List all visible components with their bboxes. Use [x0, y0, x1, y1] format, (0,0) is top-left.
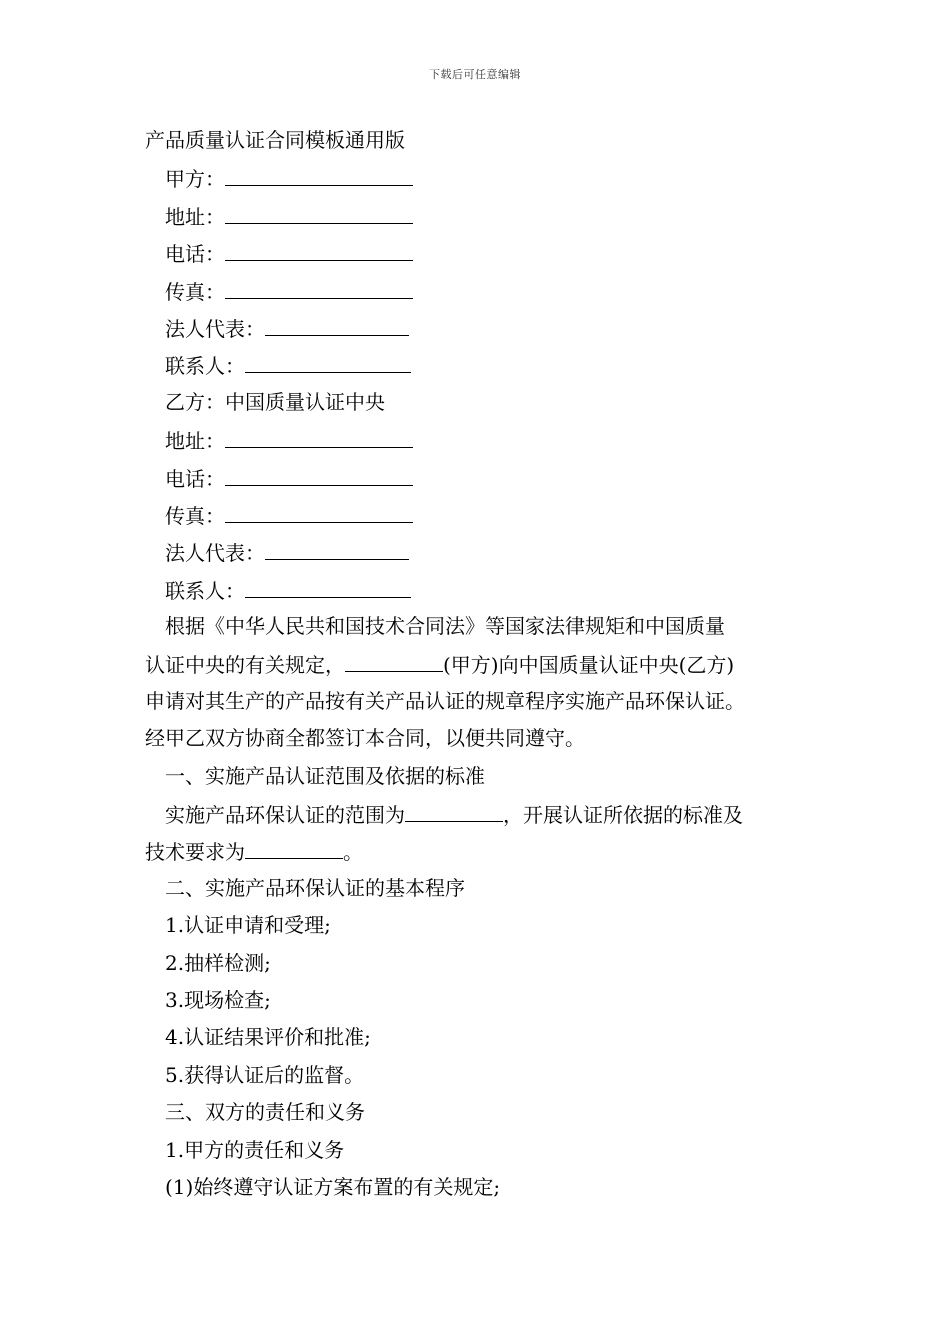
- list-item: 2.抽样检测;: [165, 950, 271, 975]
- party-a-legal-rep-row: [145, 309, 825, 346]
- party-a-contact-blank: [245, 346, 411, 373]
- party-a-address-label: 地址：: [165, 204, 225, 229]
- section-3-subheading: 1.甲方的责任和义务: [165, 1137, 345, 1162]
- party-b-legal-rep-blank: [265, 533, 409, 560]
- party-a-legal-rep-label: 法人代表：: [165, 316, 265, 341]
- party-a-name-label: 甲方：: [165, 167, 225, 192]
- party-b-contact-blank: [245, 571, 411, 598]
- section-1-line-2b: 。: [343, 840, 363, 865]
- intro-line-2b: (甲方)向中国质量认证中央(乙方): [443, 653, 735, 678]
- section-1-line-1: [145, 795, 825, 832]
- party-a-fax-label: 传真：: [165, 279, 225, 304]
- party-a-fax-blank: [225, 272, 413, 299]
- section-1-line-2a: 技术要求为: [145, 840, 245, 865]
- party-a-address-blank: [225, 197, 413, 224]
- intro-line-2a: 认证中央的有关规定，: [145, 653, 345, 678]
- party-a-phone-row: [145, 234, 825, 271]
- list-item: 5.获得认证后的监督。: [165, 1062, 365, 1087]
- scope-blank: [405, 795, 503, 822]
- intro-party-a-blank: [345, 645, 443, 672]
- party-b-name-row: 乙方：中国质量认证中央: [165, 389, 385, 414]
- intro-line-4: 经甲乙双方协商全都签订本合同，以便共同遵守。: [145, 726, 585, 751]
- party-b-fax-label: 传真：: [165, 503, 225, 528]
- party-b-address-row: [145, 421, 825, 458]
- section-1-line-1b: ，开展认证所依据的标准及: [503, 803, 743, 828]
- intro-line-1: 根据《中华人民共和国技术合同法》等国家法律规矩和中国质量: [165, 614, 725, 639]
- party-a-contact-row: [145, 346, 825, 383]
- section-2-heading: 二、实施产品环保认证的基本程序: [165, 875, 465, 900]
- party-b-contact-label: 联系人：: [165, 578, 245, 603]
- party-a-phone-label: 电话：: [165, 242, 225, 267]
- section-3-heading: 三、双方的责任和义务: [165, 1100, 365, 1125]
- party-b-phone-label: 电话：: [165, 466, 225, 491]
- list-item: (1)始终遵守认证方案布置的有关规定;: [165, 1174, 501, 1199]
- technical-requirements-blank: [245, 832, 343, 859]
- page-header-note: 下载后可任意编辑: [429, 68, 521, 81]
- party-a-contact-label: 联系人：: [165, 354, 245, 379]
- intro-line-2: [145, 645, 825, 682]
- party-a-address-row: [145, 197, 825, 234]
- section-1-line-2: [145, 832, 825, 869]
- party-b-fax-row: [145, 496, 825, 533]
- list-item: 3.现场检查;: [165, 987, 271, 1012]
- party-b-phone-blank: [225, 459, 413, 486]
- document-title: 产品质量认证合同模板通用版: [145, 128, 405, 152]
- intro-line-3: 申请对其生产的产品按有关产品认证的规章程序实施产品环保认证。: [145, 688, 745, 713]
- party-b-legal-rep-row: [145, 533, 825, 570]
- party-b-fax-blank: [225, 496, 413, 523]
- party-b-contact-row: [145, 571, 825, 608]
- list-item: 4.认证结果评价和批准;: [165, 1025, 371, 1050]
- section-1-line-1a: 实施产品环保认证的范围为: [165, 803, 405, 828]
- party-a-fax-row: [145, 272, 825, 309]
- section-1-heading: 一、实施产品认证范围及依据的标准: [165, 763, 485, 788]
- document-body: [145, 122, 825, 1206]
- list-item: 1.认证申请和受理;: [165, 913, 331, 938]
- party-b-address-blank: [225, 421, 413, 448]
- party-b-address-label: 地址：: [165, 429, 225, 454]
- party-a-name-row: [145, 159, 825, 196]
- party-b-phone-row: [145, 459, 825, 496]
- party-a-name-blank: [225, 159, 413, 186]
- party-a-legal-rep-blank: [265, 309, 409, 336]
- party-b-legal-rep-label: 法人代表：: [165, 541, 265, 566]
- party-a-phone-blank: [225, 234, 413, 261]
